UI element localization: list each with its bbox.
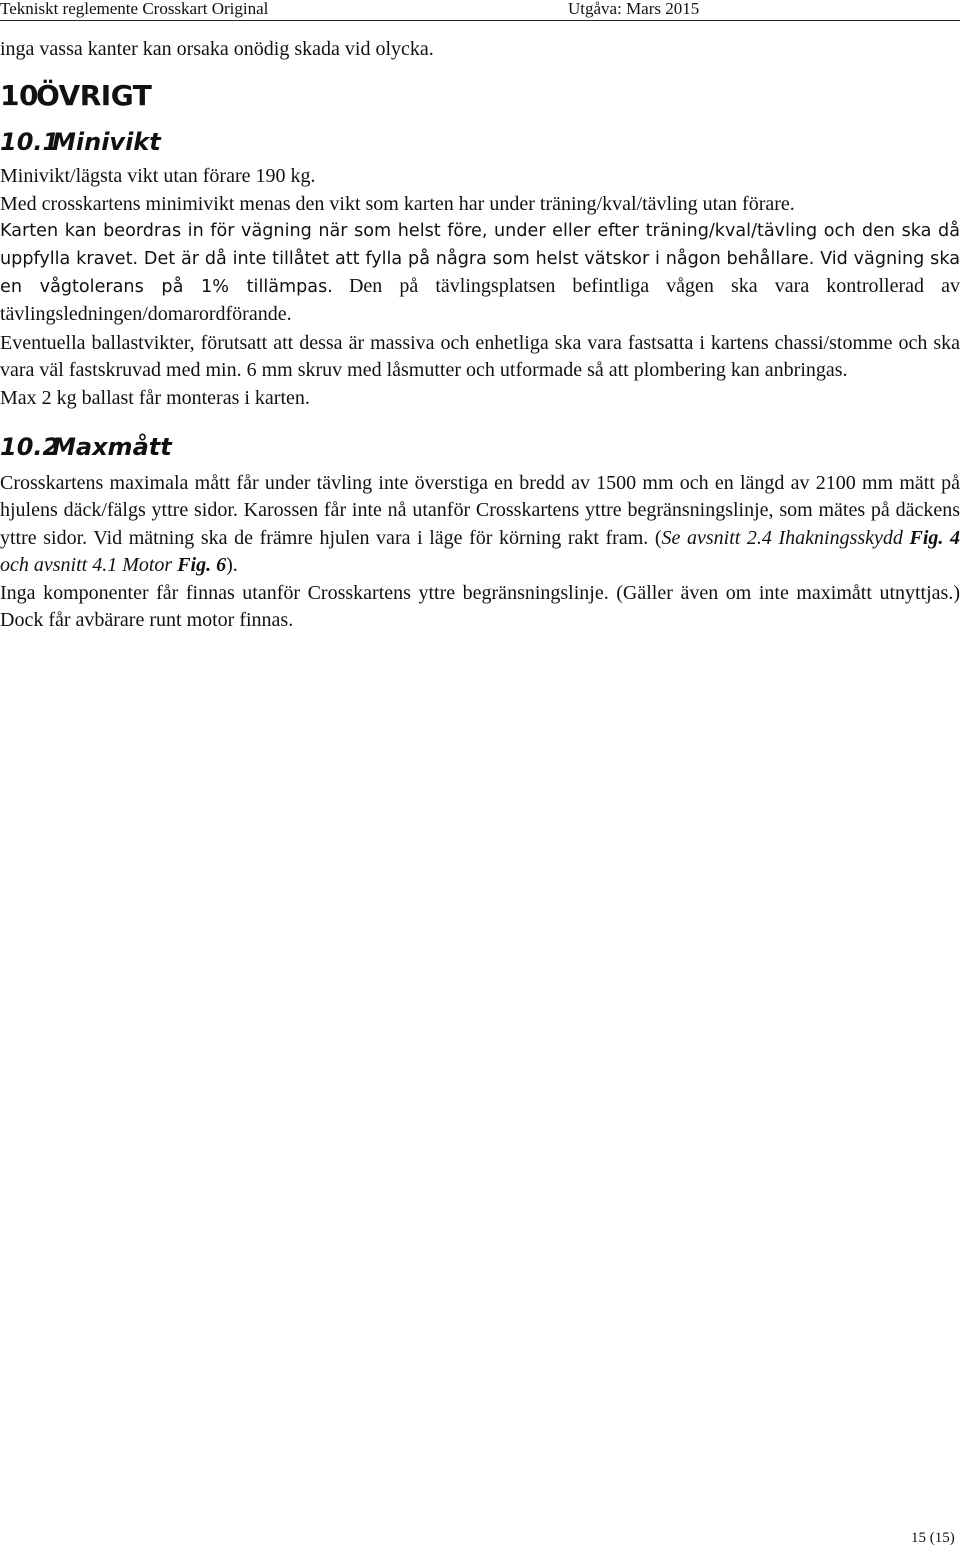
max-dimensions-text: Crosskartens maximala mått får under tävling inte överstiga en bredd av 1500 mm och en längd av 2100 mm mätt på hjulens däck/fälgs yttre sidor. Karossen får inte nå utanför Crosskartens yttre begränsningslinje, som mätes på däckens yttre sidor. Vid mätning ska de främre hjulen vara i läge för körning rakt fram. (	[0, 472, 960, 549]
page-number: 15 (15)	[911, 1530, 955, 1546]
header-document-title: Tekniskt reglemente Crosskart Original	[0, 0, 269, 18]
section-10-2-number: 10.2	[0, 433, 60, 462]
section-10-1-title: Minivikt	[52, 128, 161, 157]
paragraph-weighing-scale: Den på tävlingsplatsen befintliga vågen ska vara kontrollerad av tävlingsledningen/domarordförande.	[0, 275, 960, 326]
paragraph-weighing	[0, 218, 960, 330]
section-10-2-heading	[0, 432, 960, 462]
section-10-1-heading	[0, 127, 960, 157]
intro-line: inga vassa kanter kan orsaka onödig skada vid olycka.	[0, 38, 434, 60]
max-dimensions-end: ).	[226, 554, 238, 577]
paragraph-weighing-rules: Karten kan beordras in för vägning när som helst före, under eller efter träning/kval/tävling och den ska då uppfylla kravet. Det är då inte tillåtet att fylla på några som helst vätskor i någon behållare. Vid vägning ska en vågtolerans på 1% tillämpas.	[0, 221, 960, 298]
reference-fig-6: Fig. 6	[177, 554, 227, 577]
paragraph-min-weight-definition: Med crosskartens minimivikt menas den vikt som karten har under träning/kval/tävling utan förare.	[0, 192, 795, 215]
section-10-heading	[0, 79, 960, 113]
paragraph-ballast: Eventuella ballastvikter, förutsatt att dessa är massiva och enhetliga ska vara fastsatta i kartens chassi/stomme och ska vara väl fastskruvad med min. 6 mm skruv med låsmutter och utformade så att plombering kan anbringas.	[0, 331, 960, 382]
reference-section-4-1: och avsnitt 4.1 Motor	[0, 554, 178, 577]
reference-fig-4: Fig. 4	[909, 526, 960, 549]
paragraph-max-dimensions	[0, 470, 960, 580]
section-10-2-title: Maxmått	[52, 433, 172, 462]
header-edition: Utgåva: Mars 2015	[568, 0, 700, 18]
section-10-number: 10	[0, 79, 38, 113]
section-10-1-number: 10.1	[0, 128, 60, 157]
paragraph-ballast-max: Max 2 kg ballast får monteras i karten.	[0, 386, 310, 409]
paragraph-min-weight: Minivikt/lägsta vikt utan förare 190 kg.	[0, 165, 316, 188]
page-content	[0, 36, 960, 635]
page-header	[0, 0, 960, 21]
section-10-title: ÖVRIGT	[36, 79, 152, 113]
reference-section-2-4: Se avsnitt 2.4 Ihakningsskydd	[661, 526, 910, 549]
paragraph-components: Inga komponenter får finnas utanför Crosskartens yttre begränsningslinje. (Gäller även om inte maximått utnyttjas.) Dock får avbärare runt motor finnas.	[0, 581, 960, 632]
